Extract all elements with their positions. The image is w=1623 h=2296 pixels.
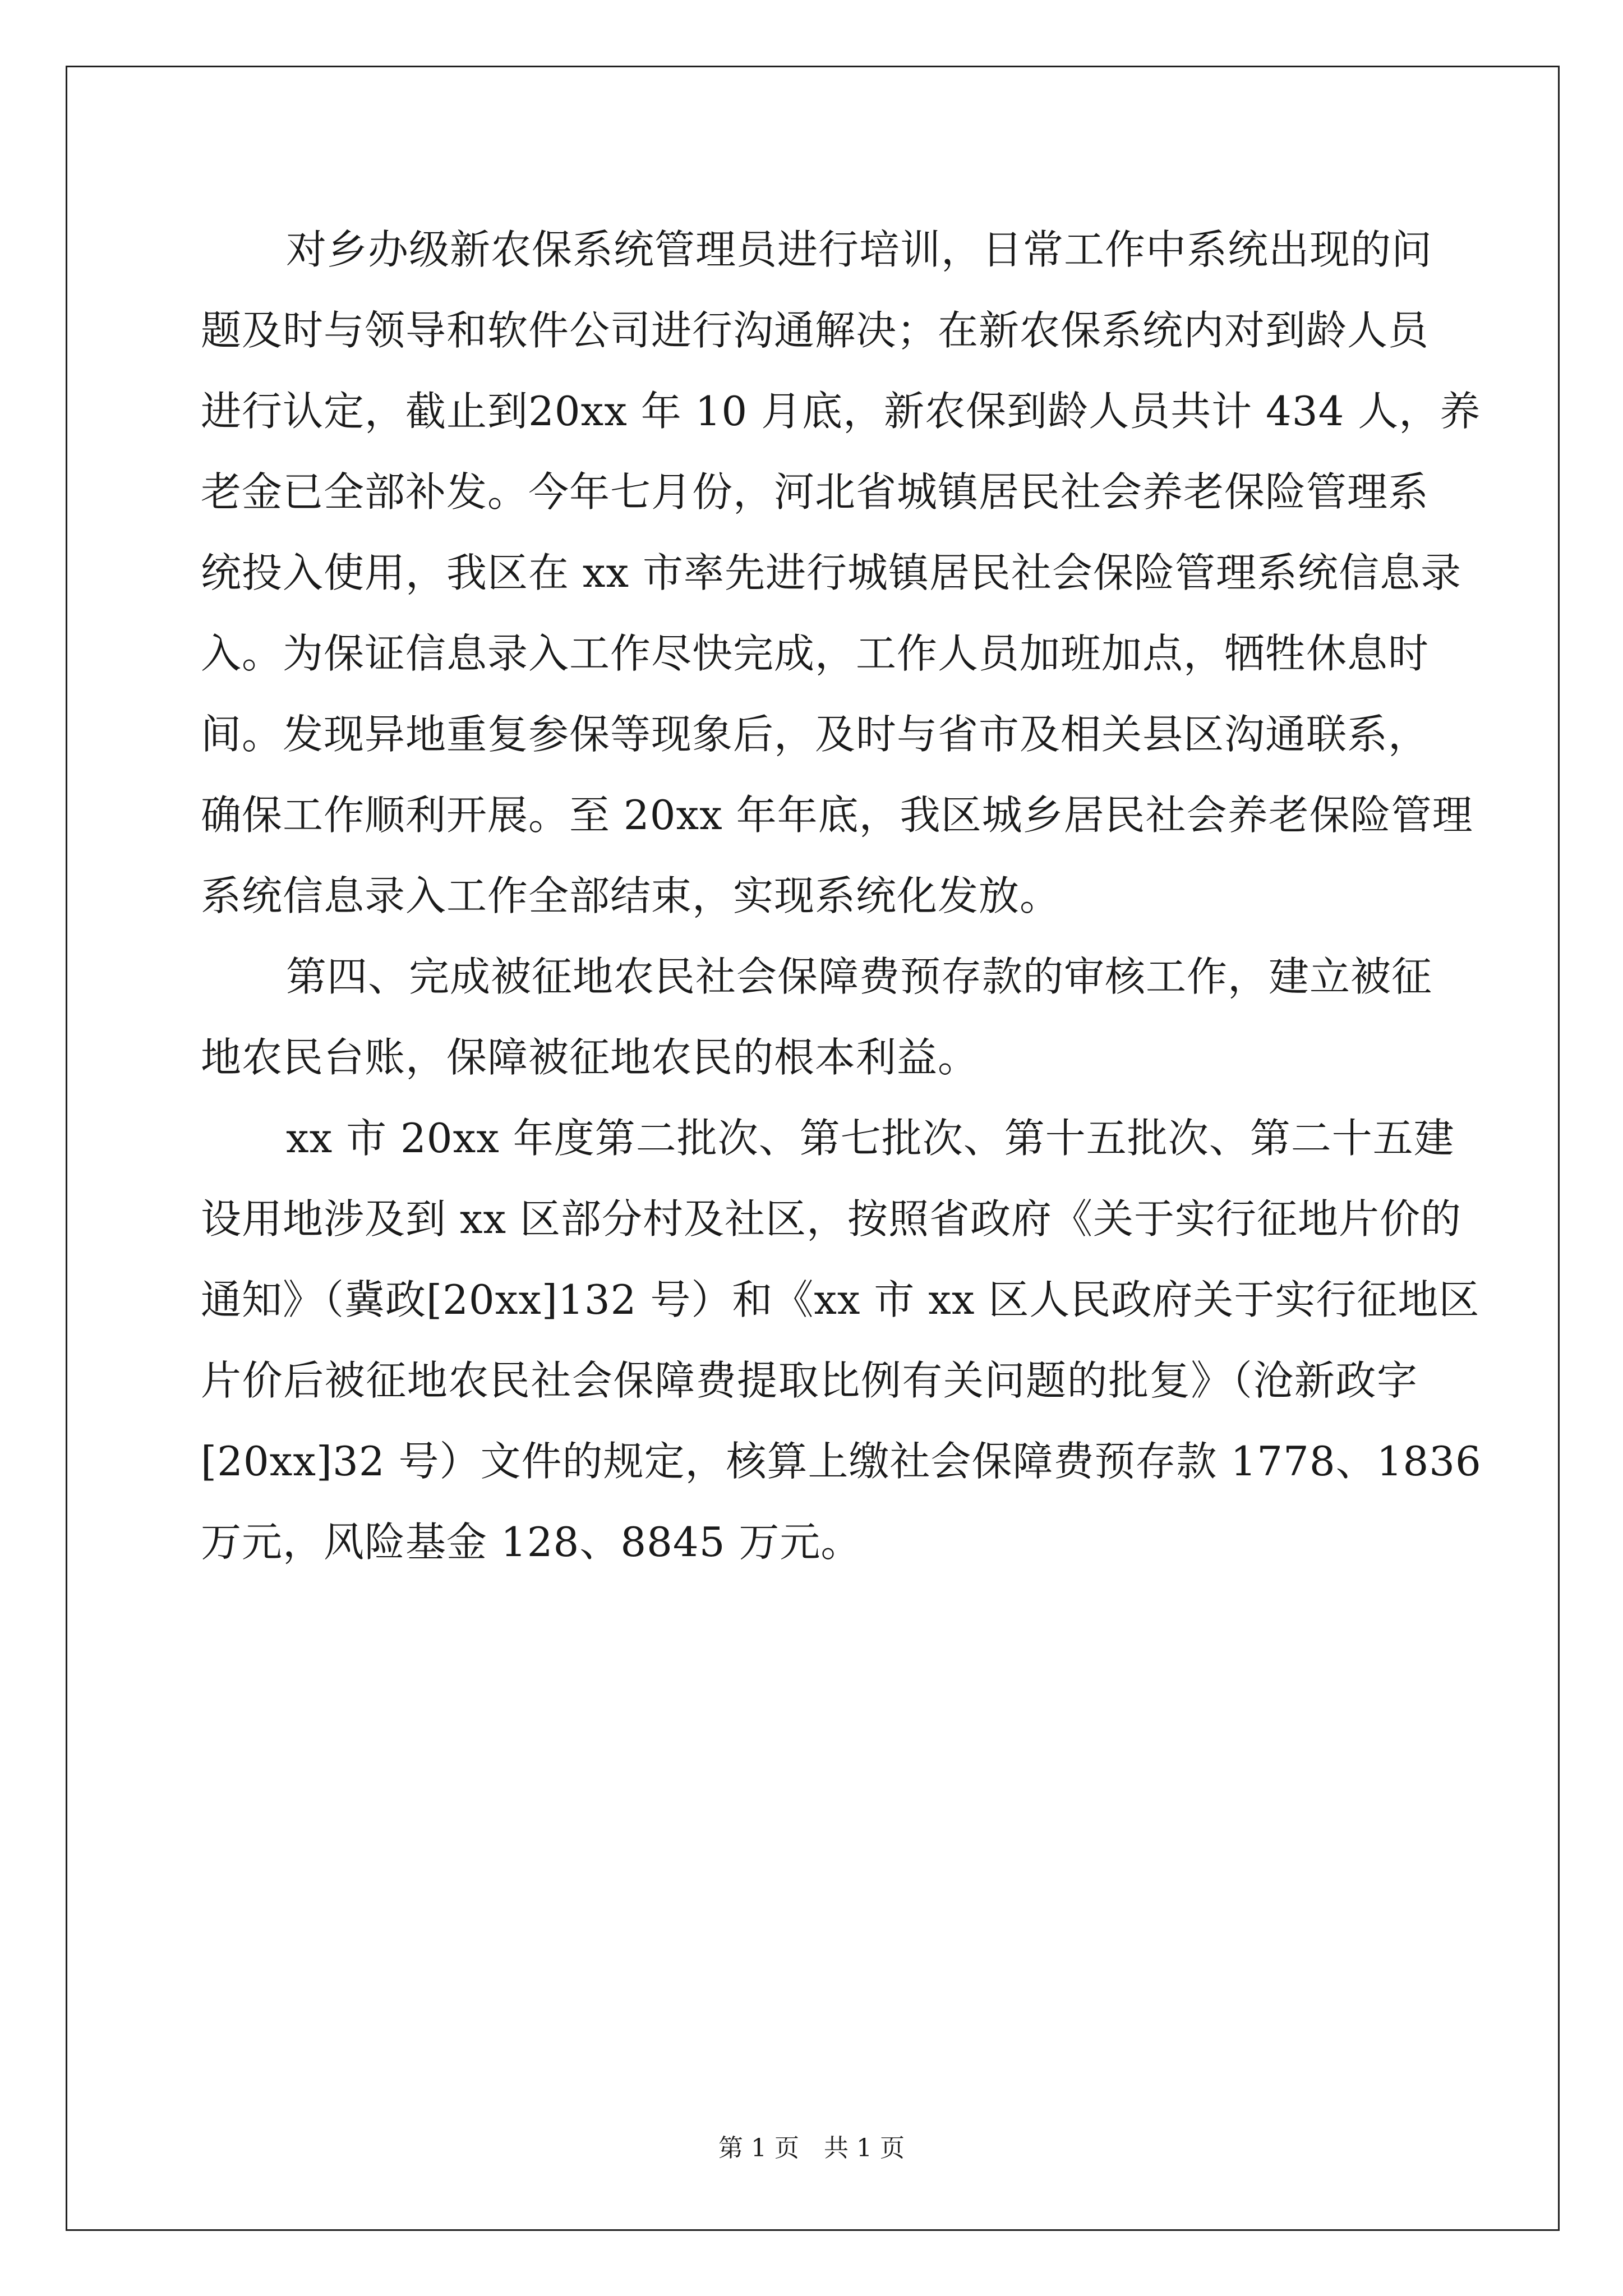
paragraph-1-line-1: 对乡办级新农保系统管理员进行培训，日常工作中系统出现的问 — [286, 226, 1433, 273]
paragraph-1-line-7: 间。发现异地重复参保等现象后，及时与省市及相关县区沟通联系， — [201, 711, 1430, 758]
paragraph-3-line-4: 片价后被征地农民社会保障费提取比例有关问题的批复》（沧新政字 — [201, 1357, 1418, 1404]
paragraph-1-line-3: 进行认定，截止到20xx 年 10 月底，新农保到龄人员共计 434 人，养 — [201, 388, 1481, 435]
paragraph-3-line-6: 万元，风险基金 128、8845 万元。 — [201, 1519, 862, 1566]
page-number: 第 1 页 共 1 页 — [718, 2134, 905, 2162]
paragraph-2-line-1: 第四、完成被征地农民社会保障费预存款的审核工作，建立被征 — [286, 953, 1433, 1000]
paragraph-1-line-8: 确保工作顺利开展。至 20xx 年年底，我区城乡居民社会养老保险管理 — [201, 792, 1473, 839]
paragraph-1-line-9: 系统信息录入工作全部结束，实现系统化发放。 — [201, 872, 1061, 919]
paragraph-1-line-2: 题及时与领导和软件公司进行沟通解决；在新农保系统内对到龄人员 — [201, 307, 1430, 354]
paragraph-2-line-2: 地农民台账，保障被征地农民的根本利益。 — [201, 1034, 979, 1081]
paragraph-1-line-4: 老金已全部补发。今年七月份，河北省城镇居民社会养老保险管理系 — [201, 468, 1430, 516]
paragraph-1-line-5: 统投入使用，我区在 xx 市率先进行城镇居民社会保险管理系统信息录 — [201, 549, 1461, 596]
paragraph-3-line-3: 通知》（冀政[20xx]132 号）和《xx 市 xx 区人民政府关于实行征地区 — [201, 1276, 1480, 1323]
paragraph-3-line-5: [20xx]32 号）文件的规定，核算上缴社会保障费预存款 1778、1836 — [201, 1438, 1482, 1485]
paragraph-3-line-2: 设用地涉及到 xx 区部分村及社区，按照省政府《关于实行征地片价的 — [201, 1195, 1461, 1243]
paragraph-1-line-6: 入。为保证信息录入工作尽快完成，工作人员加班加点，牺牲休息时 — [201, 630, 1430, 677]
paragraph-3-line-1: xx 市 20xx 年度第二批次、第七批次、第十五批次、第二十五建 — [286, 1115, 1455, 1162]
